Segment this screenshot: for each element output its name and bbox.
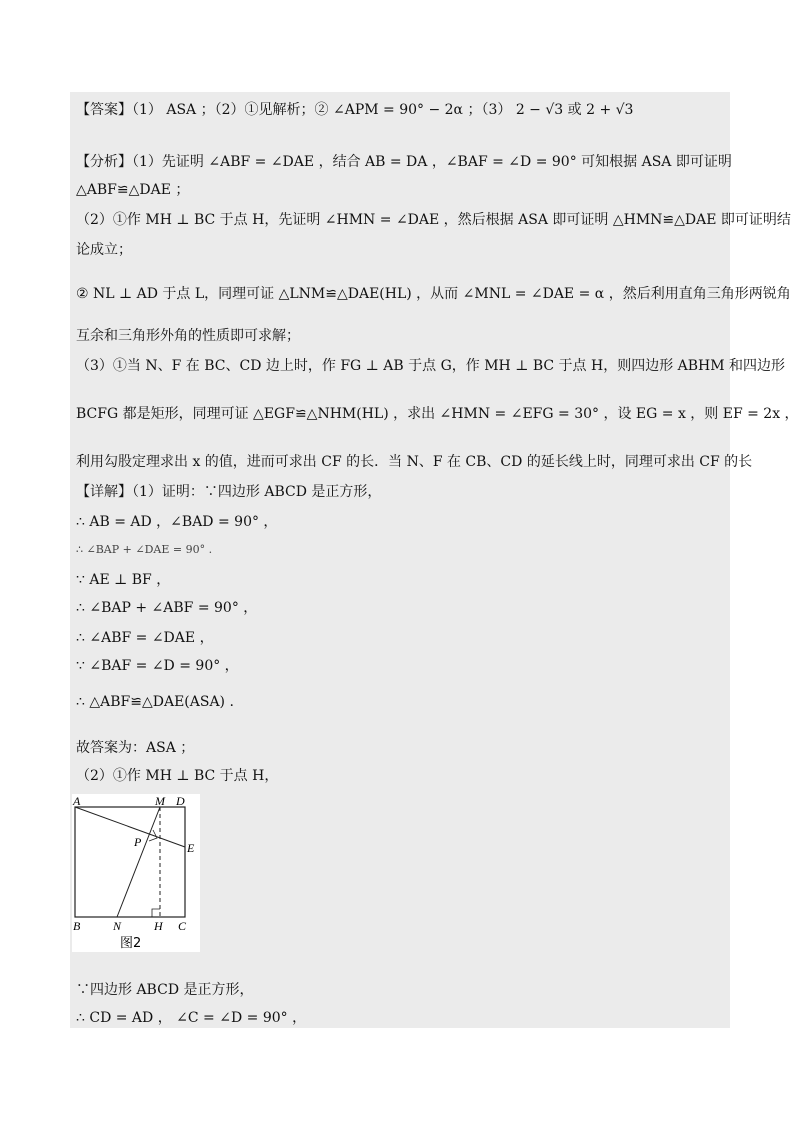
label-a: A (73, 794, 81, 808)
text-line-15: ∴ ∠BAP + ∠ABF = 90° ， (76, 600, 258, 616)
text-line-9: BCFG 都是矩形，同理可证 △EGF≌△NHM(HL) ，求出 ∠HMN = ∠EFG = 30° ，设 EG = x ，则 EF = 2x ， (76, 406, 799, 422)
label-n: N (113, 919, 122, 933)
text-line-8: （3）①当 N、F 在 BC、CD 边上时，作 FG ⊥ AB 于点 G，作 MH ⊥ BC 于点 H，则四边形 ABHM 和四边形 (76, 358, 786, 374)
text-line-7: 互余和三角形外角的性质即可求解； (76, 328, 300, 344)
segment-ae (75, 807, 185, 847)
text-line-11: 【详解】（1）证明：∵四边形 ABCD 是正方形， (76, 484, 382, 500)
text-line-4: （2）①作 MH ⊥ BC 于点 H，先证明 ∠HMN = ∠DAE ，然后根据 ASA 即可证明 △HMN≌△DAE 即可证明结 (76, 212, 791, 228)
label-d: D (176, 794, 185, 808)
label-p: P (134, 835, 142, 849)
label-c: C (178, 919, 187, 933)
text-line-5: 论成立； (76, 242, 132, 258)
segment-mn (117, 807, 160, 917)
label-h: H (154, 919, 163, 933)
text-line-19: 故答案为：ASA ； (76, 740, 195, 756)
text-line-3: △ABF≌△DAE ； (76, 182, 190, 198)
text-line-13: ∴ ∠BAP + ∠DAE = 90° . (76, 543, 213, 556)
text-line-20: （2）①作 MH ⊥ BC 于点 H， (76, 768, 279, 784)
text-line-17: ∵ ∠BAF = ∠D = 90° ， (76, 658, 239, 674)
text-line-12: ∴ AB = AD ，∠BAD = 90° ， (76, 514, 278, 530)
text-line-1: 【答案】（1） ASA ；（2）①见解析；② ∠APM = 90° − 2α ；（3） 2 − √3 或 2 + √3 (76, 102, 634, 118)
text-line-22: ∴ CD = AD ， ∠C = ∠D = 90° ， (76, 1010, 307, 1026)
text-line-14: ∵ AE ⊥ BF ， (76, 572, 171, 588)
text-line-16: ∴ ∠ABF = ∠DAE ， (76, 630, 214, 646)
text-line-18: ∴ △ABF≌△DAE(ASA) . (76, 694, 234, 710)
label-m: M (155, 794, 165, 808)
label-e: E (187, 841, 195, 855)
figure-caption: 图2 (120, 936, 142, 951)
text-line-2: 【分析】（1）先证明 ∠ABF = ∠DAE ，结合 AB = DA ，∠BAF = ∠D = 90° 可知根据 ASA 即可证明 (76, 154, 732, 170)
label-b: B (73, 919, 81, 933)
geometry-figure (72, 794, 200, 952)
right-angle-mark-h (152, 909, 160, 917)
text-line-10: 利用勾股定理求出 x 的值，进而可求出 CF 的长．当 N、F 在 CB、CD 的延长线上时，同理可求出 CF 的长 (76, 454, 753, 470)
text-line-6: ② NL ⊥ AD 于点 L，同理可证 △LNM≌△DAE(HL) ，从而 ∠MNL = ∠DAE = α ，然后利用直角三角形两锐角 (76, 286, 791, 302)
square-abcd (75, 807, 185, 917)
text-line-21: ∵四边形 ABCD 是正方形， (76, 982, 254, 998)
